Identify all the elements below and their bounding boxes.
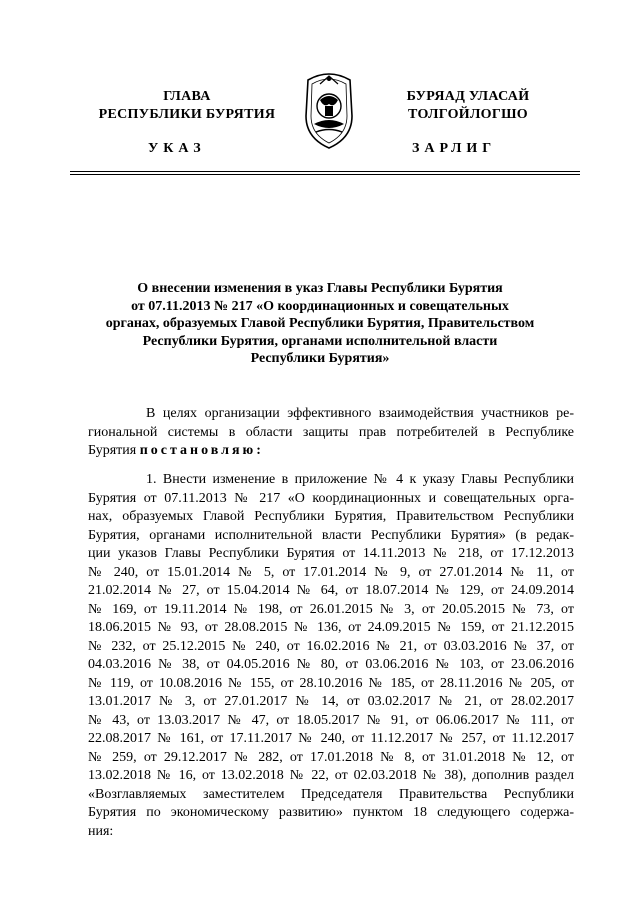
title-line: органах, образуемых Главой Республики Бурятия, Правительством [105, 316, 535, 331]
body-line: № 240, от 15.01.2014 № 5, от 17.01.2014 № 9, от 27.01.2014 № 11, от [88, 564, 574, 580]
body-line: 21.02.2014 № 27, от 15.04.2014 № 64, от 18.07.2014 № 129, от 24.09.2014 [88, 583, 574, 598]
document-title [90, 280, 550, 368]
body-line: № 232, от 25.12.2015 № 240, от 16.02.2016 № 21, от 03.03.2016 № 37, от [88, 638, 574, 654]
decree-word: постановляю: [139, 443, 264, 458]
clause-1-paragraph [88, 471, 574, 841]
title-line: от 07.11.2013 № 217 «О координационных и совещательных [131, 298, 509, 314]
body-line: № 259, от 29.12.2017 № 282, от 17.01.2018 № 8, от 31.01.2018 № 12, от [88, 749, 574, 765]
body-line: гиональной системы в области защиты прав потребителей в Республике [88, 424, 574, 440]
header-right-line1: БУРЯАД УЛАСАЙ [406, 89, 530, 104]
body-line: 22.08.2017 № 161, от 17.11.2017 № 240, от 11.12.2017 № 257, от 11.12.2017 [88, 731, 574, 746]
header-right-line2: ТОЛГОЙЛОГШО [408, 107, 528, 122]
preamble-paragraph [88, 405, 574, 461]
coat-of-arms-emblem-icon [298, 66, 360, 150]
header-right-kind: ЗАРЛИГ [412, 141, 497, 156]
body-line: 18.06.2015 № 93, от 28.08.2015 № 136, от 24.09.2015 № 159, от 21.12.2015 [88, 620, 574, 635]
body-line: № 119, от 10.08.2016 № 155, от 28.10.2016 № 185, от 28.11.2016 № 205, от [88, 675, 574, 691]
header-left-line2: РЕСПУБЛИКИ БУРЯТИЯ [98, 107, 276, 122]
body-line: Бурятия от 07.11.2013 № 217 «О координационных и совещательных орга- [88, 490, 574, 506]
body-line: Бурятия, органами исполнительной власти Республики Бурятия» (в редак- [88, 527, 574, 543]
body-line: 13.01.2017 № 3, от 27.01.2017 № 14, от 03.02.2017 № 21, от 28.02.2017 [88, 694, 574, 709]
body-text: Бурятия [88, 443, 140, 458]
body-line: № 169, от 19.11.2014 № 198, от 26.01.2015 № 3, от 20.05.2015 № 73, от [88, 601, 574, 617]
body-line: ции указов Главы Республики Бурятия от 14.11.2013 № 218, от 17.12.2013 [88, 546, 574, 561]
body-line: В целях организации эффективного взаимодействия участников ре- [146, 406, 574, 421]
body-line: нах, образуемых Главой Республики Бурятия, Правительством Республики [88, 509, 574, 524]
title-line: Республики Бурятия, органами исполнительной власти [142, 333, 498, 349]
header-left-kind: УКАЗ [148, 141, 206, 156]
title-line: Республики Бурятия» [250, 351, 390, 366]
body-line: «Возглавляемых заместителем Председателя Правительства Республики [88, 786, 574, 802]
body-line: 13.02.2018 № 16, от 13.02.2018 № 22, от 02.03.2018 № 38), дополнив раздел [88, 768, 574, 783]
body-line: 1. Внести изменение в приложение № 4 к указу Главы Республики [146, 472, 574, 487]
header-right [358, 88, 578, 124]
title-line: О внесении изменения в указ Главы Республики Бурятия [137, 281, 503, 296]
body-line: № 43, от 13.03.2017 № 47, от 18.05.2017 № 91, от 06.06.2017 № 111, от [88, 712, 574, 728]
header-divider [70, 171, 580, 175]
body-line: 04.03.2016 № 38, от 04.05.2016 № 80, от 03.06.2016 № 103, от 23.06.2016 [88, 657, 574, 672]
body-line: ния: [88, 823, 114, 839]
header-left-line1: ГЛАВА [163, 89, 211, 104]
body-line: Бурятия по экономическому развитию» пунктом 18 следующего содержа- [88, 805, 574, 820]
body-line [88, 442, 574, 461]
header-left [72, 88, 302, 124]
